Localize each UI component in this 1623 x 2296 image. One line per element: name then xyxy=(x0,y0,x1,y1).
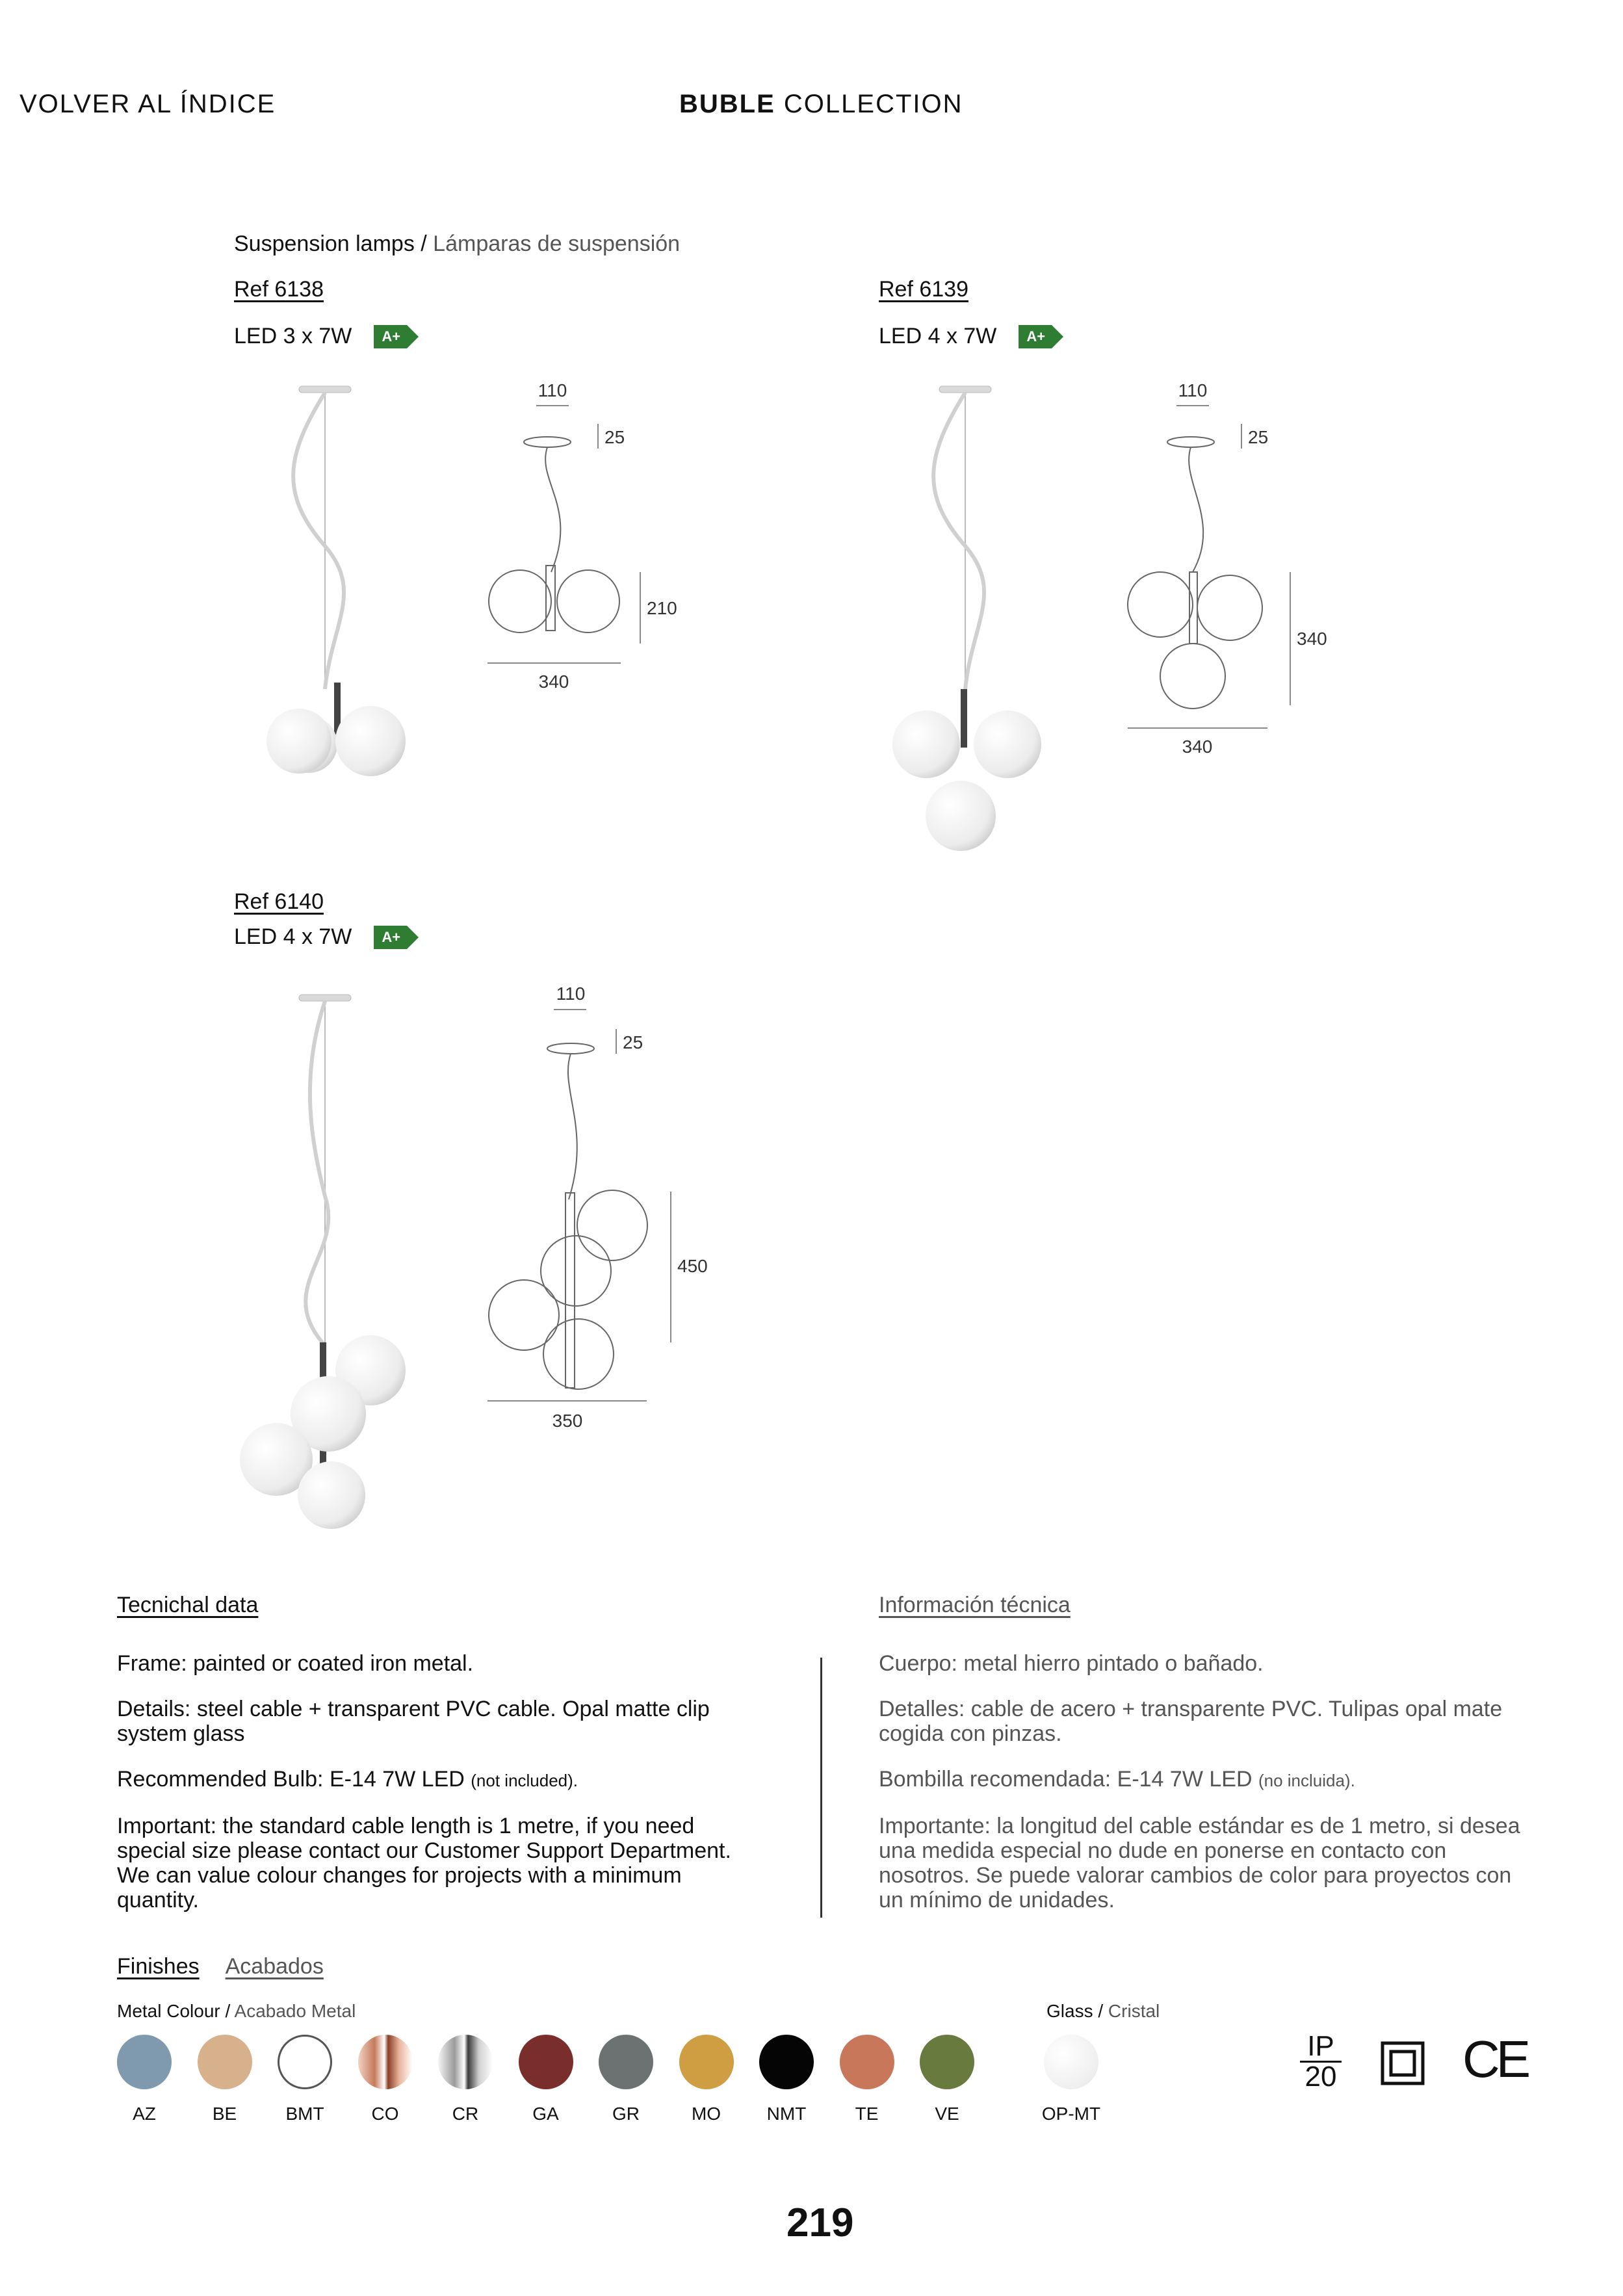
dimension-drawing-6140 xyxy=(474,978,721,1453)
finish-swatch-bmt[interactable] xyxy=(278,2035,332,2089)
section-title-en: Suspension lamps xyxy=(234,231,415,256)
dim-height: 340 xyxy=(1297,629,1327,649)
product-led-6140 xyxy=(234,924,419,950)
finish-swatch-ga[interactable] xyxy=(519,2035,573,2089)
dim-top-width: 110 xyxy=(538,380,567,400)
dim-width: 340 xyxy=(1182,737,1213,757)
collection-title xyxy=(679,90,963,119)
ce-mark: CE xyxy=(1462,2030,1527,2088)
finish-swatch-op-mt[interactable] xyxy=(1044,2035,1098,2089)
ip-rating xyxy=(1300,2032,1342,2091)
back-to-index-link[interactable]: VOLVER AL ÍNDICE xyxy=(19,90,276,118)
finish-code-label: AZ xyxy=(133,2104,156,2124)
tech-important-es: Importante: la longitud del cable estándar es de 1 metro, si desea una medida especial no dude en ponerse en contacto con nosotros. Se puede valorar cambios de color para proyectos con un mínimo de unidades. xyxy=(879,1814,1520,1912)
page-number: 219 xyxy=(786,2200,854,2245)
finish-code-label: TE xyxy=(855,2104,879,2124)
tech-title-es: Información técnica xyxy=(879,1593,1071,1617)
led-spec: LED 4 x 7W xyxy=(879,324,997,348)
finish-code-label: GR xyxy=(612,2104,640,2124)
tech-body-en xyxy=(117,1651,767,1912)
dim-canopy-height: 25 xyxy=(1248,427,1269,447)
dimension-drawing-6139 xyxy=(1118,377,1352,767)
dim-height: 210 xyxy=(647,598,677,618)
tech-title-en: Tecnichal data xyxy=(117,1593,259,1617)
lamp-photo-6140 xyxy=(227,982,435,1541)
product-led-6138 xyxy=(234,324,419,349)
energy-class-badge: A+ xyxy=(374,325,407,348)
dimension-drawing-6138 xyxy=(474,377,708,702)
tech-details-es: Detalles: cable de acero + transparente PVC. Tulipas opal mate cogida con pinzas. xyxy=(879,1697,1503,1746)
dim-canopy-height: 25 xyxy=(623,1032,643,1052)
led-spec: LED 4 x 7W xyxy=(234,924,352,949)
tech-bulb-text-es: Bombilla recomendada: E-14 7W LED xyxy=(879,1767,1253,1792)
metal-label-es: Acabado Metal xyxy=(234,2001,356,2021)
energy-class-badge: A+ xyxy=(1019,325,1052,348)
led-spec: LED 3 x 7W xyxy=(234,324,352,348)
lamp-photo-6138 xyxy=(234,377,429,793)
glass-label xyxy=(1046,2001,1160,2022)
energy-class-badge: A+ xyxy=(374,926,407,949)
section-title-es: Lámparas de suspensión xyxy=(433,231,681,256)
finish-code-label: BMT xyxy=(285,2104,324,2124)
tech-body-es xyxy=(879,1651,1529,1912)
product-ref-6138[interactable]: Ref 6138 xyxy=(234,277,324,302)
product-ref-6139[interactable]: Ref 6139 xyxy=(879,277,968,302)
dim-width: 340 xyxy=(538,672,569,692)
collection-title-bold: BUBLE xyxy=(679,90,775,118)
section-title-sep: / xyxy=(414,231,434,256)
finish-code-label: MO xyxy=(691,2104,721,2124)
finish-code-label: GA xyxy=(532,2104,559,2124)
finishes-title-es: Acabados xyxy=(225,1954,324,1979)
finish-swatch-te[interactable] xyxy=(840,2035,894,2089)
double-square-icon xyxy=(1381,2041,1425,2085)
ip-rating-bottom: 20 xyxy=(1305,2061,1337,2093)
finish-swatch-be[interactable] xyxy=(198,2035,252,2089)
metal-label-sep: / xyxy=(220,2001,235,2021)
finish-swatch-nmt[interactable] xyxy=(759,2035,814,2089)
tech-bulb-note-en: (not included). xyxy=(471,1771,578,1790)
finish-swatch-az[interactable] xyxy=(117,2035,172,2089)
tech-frame-en: Frame: painted or coated iron metal. xyxy=(117,1651,474,1676)
glass-label-sep: / xyxy=(1093,2001,1108,2021)
finish-code-label: BE xyxy=(212,2104,237,2124)
tech-bulb-es xyxy=(879,1767,1529,1793)
product-led-6139 xyxy=(879,324,1063,349)
tech-bulb-en xyxy=(117,1767,767,1793)
finish-swatch-gr[interactable] xyxy=(599,2035,653,2089)
dim-width: 350 xyxy=(552,1411,583,1431)
tech-bulb-note-es: (no incluida). xyxy=(1258,1771,1355,1790)
dim-height: 450 xyxy=(677,1256,708,1276)
finish-code-label: OP-MT xyxy=(1041,2104,1101,2124)
tech-details-en: Details: steel cable + transparent PVC cable. Opal matte clip system glass xyxy=(117,1697,710,1746)
metal-colour-label xyxy=(117,2001,356,2022)
ip-rating-top: IP xyxy=(1300,2032,1342,2063)
dim-top-width: 110 xyxy=(556,984,586,1004)
lamp-photo-6139 xyxy=(871,377,1079,858)
finish-swatch-mo[interactable] xyxy=(679,2035,734,2089)
tech-bulb-text-en: Recommended Bulb: E-14 7W LED xyxy=(117,1767,465,1792)
finish-code-label: CO xyxy=(371,2104,399,2124)
metal-label-en: Metal Colour xyxy=(117,2001,220,2021)
finish-swatch-co[interactable] xyxy=(358,2035,413,2089)
finish-swatch-cr[interactable] xyxy=(438,2035,493,2089)
tech-important-en: Important: the standard cable length is 1 metre, if you need special size please contact our Customer Support Department. We can value colour changes for projects with a minimum quantity. xyxy=(117,1814,731,1912)
glass-label-en: Glass xyxy=(1046,2001,1093,2021)
dim-canopy-height: 25 xyxy=(604,427,625,447)
product-ref-6140[interactable]: Ref 6140 xyxy=(234,889,324,914)
column-divider xyxy=(820,1658,822,1918)
finish-swatch-ve[interactable] xyxy=(920,2035,974,2089)
finish-code-label: CR xyxy=(452,2104,479,2124)
finish-code-label: VE xyxy=(935,2104,959,2124)
dim-top-width: 110 xyxy=(1178,380,1208,400)
finish-code-label: NMT xyxy=(766,2104,807,2124)
section-title xyxy=(234,231,680,257)
glass-label-es: Cristal xyxy=(1108,2001,1160,2021)
finishes-title xyxy=(117,1954,324,1979)
collection-title-rest: COLLECTION xyxy=(775,90,963,118)
tech-frame-es: Cuerpo: metal hierro pintado o bañado. xyxy=(879,1651,1264,1676)
finishes-title-en: Finishes xyxy=(117,1954,200,1979)
